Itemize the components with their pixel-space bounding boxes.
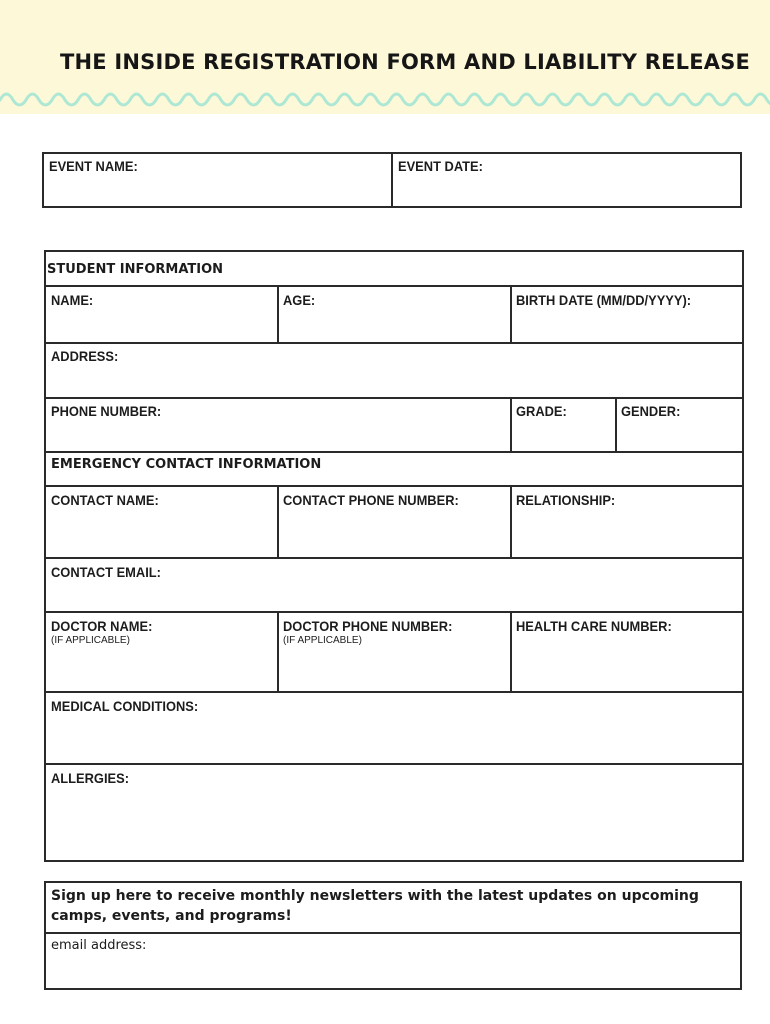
age-field[interactable]: [281, 312, 507, 340]
divider: [510, 398, 512, 452]
doctor-phone-note: (IF APPLICABLE): [283, 635, 362, 646]
health-card-label: HEALTH CARE NUMBER:: [516, 618, 672, 634]
event-name-field[interactable]: [46, 178, 388, 204]
grade-label: GRADE:: [516, 403, 567, 419]
phone-field[interactable]: [48, 422, 507, 449]
divider: [510, 286, 512, 343]
doctor-phone-field[interactable]: [281, 652, 507, 689]
divider: [44, 763, 744, 765]
relationship-field[interactable]: [514, 512, 740, 554]
birth-date-label: BIRTH DATE (MM/DD/YYYY):: [516, 292, 692, 308]
event-name-label: EVENT NAME:: [49, 158, 138, 174]
birth-date-field[interactable]: [514, 312, 740, 340]
event-date-field[interactable]: [396, 178, 738, 204]
gender-label: GENDER:: [621, 403, 681, 419]
divider: [44, 611, 744, 613]
divider: [44, 342, 744, 344]
doctor-name-field[interactable]: [48, 652, 274, 689]
allergies-field[interactable]: [48, 790, 740, 858]
divider: [44, 932, 742, 934]
doctor-name-note: (IF APPLICABLE): [51, 635, 130, 646]
event-date-label: EVENT DATE:: [398, 158, 483, 174]
health-card-field[interactable]: [514, 640, 740, 689]
divider: [510, 486, 512, 558]
divider: [277, 286, 279, 343]
student-name-label: NAME:: [51, 292, 94, 308]
emergency-section-title: EMERGENCY CONTACT INFORMATION: [51, 457, 322, 472]
medical-conditions-label: MEDICAL CONDITIONS:: [51, 698, 199, 714]
contact-name-field[interactable]: [48, 512, 274, 554]
divider: [615, 398, 617, 452]
divider: [391, 152, 393, 208]
email-address-field[interactable]: [48, 956, 738, 986]
address-label: ADDRESS:: [51, 348, 119, 364]
divider: [44, 285, 744, 287]
contact-name-label: CONTACT NAME:: [51, 492, 159, 508]
divider: [510, 612, 512, 692]
divider: [277, 486, 279, 558]
newsletter-text: Sign up here to receive monthly newsletters with the latest updates on upcoming camps, events, and programs!: [51, 888, 699, 924]
divider: [44, 451, 744, 453]
student-section-title: STUDENT INFORMATION: [47, 262, 224, 277]
gender-field[interactable]: [619, 422, 740, 449]
squiggle-decoration: [0, 78, 770, 118]
phone-label: PHONE NUMBER:: [51, 403, 162, 419]
contact-phone-label: CONTACT PHONE NUMBER:: [283, 492, 459, 508]
divider: [44, 557, 744, 559]
doctor-name-label: DOCTOR NAME:: [51, 618, 153, 634]
allergies-label: ALLERGIES:: [51, 770, 129, 786]
address-field[interactable]: [48, 368, 740, 395]
divider: [44, 397, 744, 399]
doctor-phone-label: DOCTOR PHONE NUMBER:: [283, 618, 453, 634]
student-name-field[interactable]: [48, 312, 274, 340]
form-title: THE INSIDE REGISTRATION FORM AND LIABILITY RELEASE: [60, 50, 751, 74]
contact-email-label: CONTACT EMAIL:: [51, 564, 161, 580]
contact-phone-field[interactable]: [281, 512, 507, 554]
age-label: AGE:: [283, 292, 316, 308]
contact-email-field[interactable]: [48, 583, 740, 609]
divider: [44, 485, 744, 487]
divider: [277, 612, 279, 692]
medical-conditions-field[interactable]: [48, 718, 740, 760]
relationship-label: RELATIONSHIP:: [516, 492, 616, 508]
grade-field[interactable]: [514, 422, 612, 449]
divider: [44, 691, 744, 693]
email-address-label: email address:: [51, 938, 147, 953]
